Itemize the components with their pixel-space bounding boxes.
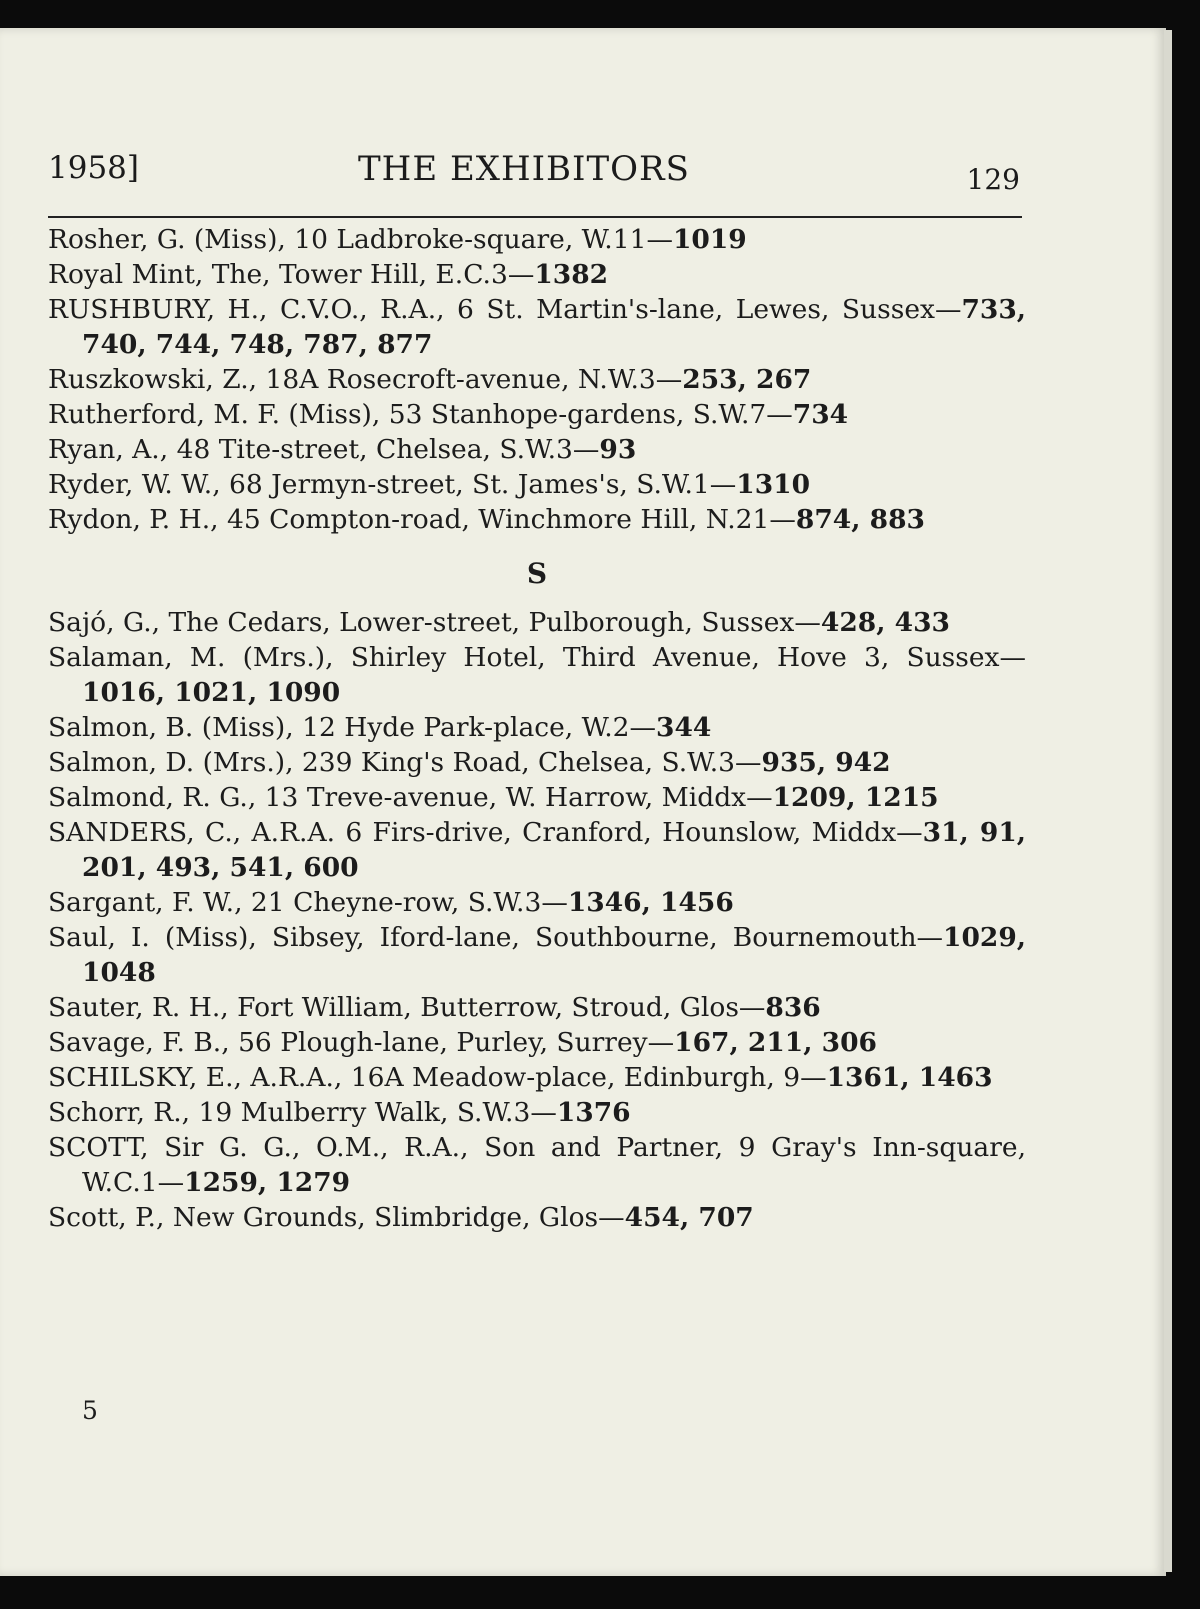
exhibitor-entry: Scott, P., New Grounds, Slimbridge, Glos—454, 707 [48, 1202, 754, 1233]
exhibitor-entry: Salmon, D. (Mrs.), 239 King's Road, Chelsea, S.W.3—935, 942 [48, 747, 891, 778]
exhibitor-entry: Sargant, F. W., 21 Cheyne-row, S.W.3—1346, 1456 [48, 887, 734, 918]
page-title: THE EXHIBITORS [358, 149, 690, 189]
exhibitor-entry: Salmon, B. (Miss), 12 Hyde Park-place, W.2—344 [48, 712, 712, 743]
exhibitor-entry: Savage, F. B., 56 Plough-lane, Purley, Surrey—167, 211, 306 [48, 1027, 877, 1058]
running-header [48, 140, 1020, 196]
exhibitor-entry: Royal Mint, The, Tower Hill, E.C.3—1382 [48, 259, 609, 290]
exhibitor-entry: Salaman, M. (Mrs.), Shirley Hotel, Third Avenue, Hove 3, Sussex—1016, 1021, 1090 [48, 642, 1026, 708]
exhibitor-entry: Sajó, G., The Cedars, Lower-street, Pulborough, Sussex—428, 433 [48, 607, 950, 638]
exhibitor-entry: Saul, I. (Miss), Sibsey, Iford-lane, Southbourne, Bournemouth—1029, 1048 [48, 922, 1026, 988]
exhibitor-entry: Salmond, R. G., 13 Treve-avenue, W. Harrow, Middx—1209, 1215 [48, 782, 939, 813]
exhibitor-entry: SANDERS, C., A.R.A. 6 Firs-drive, Cranford, Hounslow, Middx—31, 91, 201, 493, 541, 600 [48, 817, 1026, 883]
exhibitor-entry: Ruszkowski, Z., 18A Rosecroft-avenue, N.W.3—253, 267 [48, 364, 812, 395]
exhibitor-entry: Schorr, R., 19 Mulberry Walk, S.W.3—1376 [48, 1097, 631, 1128]
section-letter: S [526, 557, 548, 590]
exhibitor-entry: SCOTT, Sir G. G., O.M., R.A., Son and Partner, 9 Gray's Inn-square, W.C.1—1259, 1279 [48, 1132, 1026, 1198]
exhibitor-entry: RUSHBURY, H., C.V.O., R.A., 6 St. Martin's-lane, Lewes, Sussex—733, 740, 744, 748, 787, 877 [48, 294, 1026, 360]
exhibitor-entry: Rosher, G. (Miss), 10 Ladbroke-square, W.11—1019 [48, 224, 747, 255]
exhibitor-entry: Rutherford, M. F. (Miss), 53 Stanhope-gardens, S.W.7—734 [48, 399, 849, 430]
exhibitor-list [48, 222, 1026, 1235]
exhibitor-entry: SCHILSKY, E., A.R.A., 16A Meadow-place, Edinburgh, 9—1361, 1463 [48, 1062, 993, 1093]
exhibitor-entry: Rydon, P. H., 45 Compton-road, Winchmore Hill, N.21—874, 883 [48, 504, 925, 535]
page-number: 129 [966, 163, 1020, 196]
exhibitor-entry: Ryder, W. W., 68 Jermyn-street, St. James's, S.W.1—1310 [48, 469, 811, 500]
page-edge [1164, 30, 1172, 1572]
exhibitor-entry: Sauter, R. H., Fort William, Butterrow, Stroud, Glos—836 [48, 992, 821, 1023]
header-rule [48, 216, 1022, 218]
running-year: 1958] [48, 150, 139, 186]
signature-mark: 5 [82, 1396, 98, 1425]
exhibitor-entry: Ryan, A., 48 Tite-street, Chelsea, S.W.3—93 [48, 434, 637, 465]
